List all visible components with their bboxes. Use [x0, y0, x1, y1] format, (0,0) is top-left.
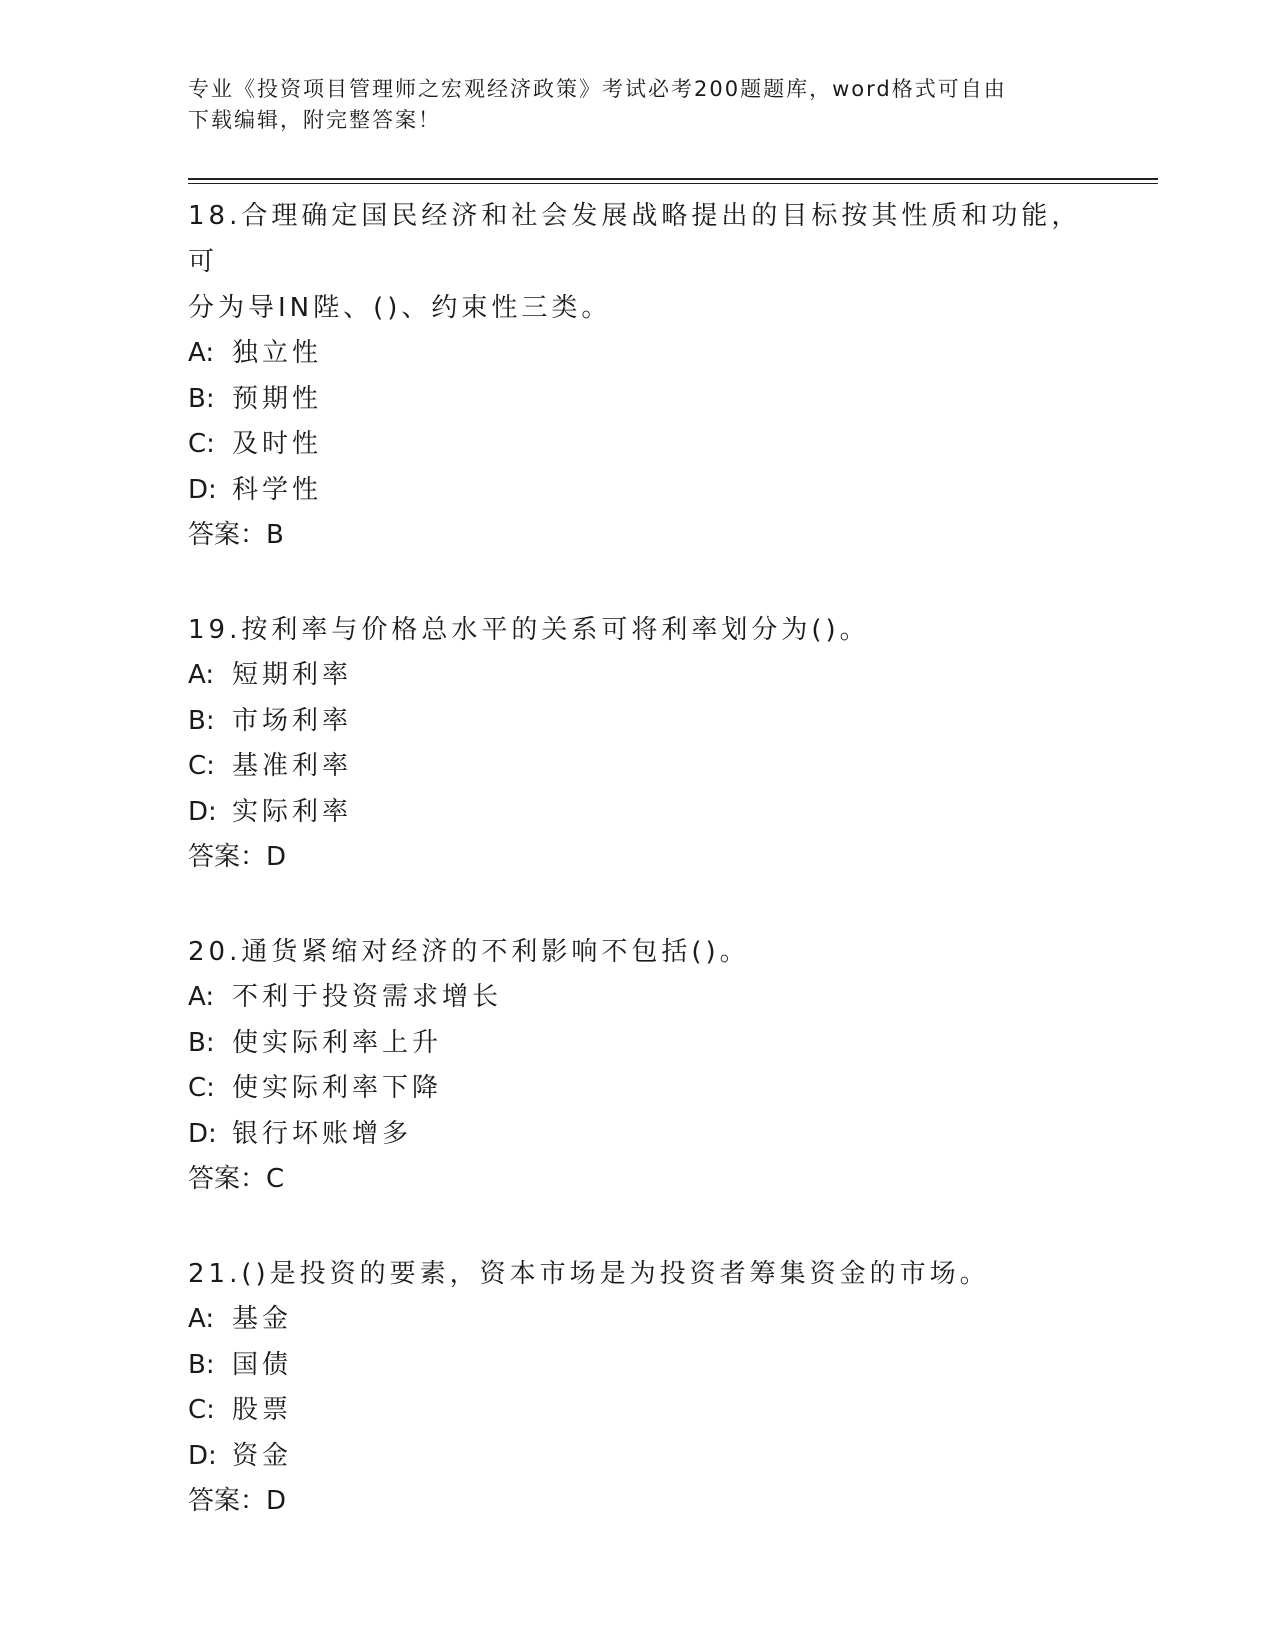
option-letter: A:	[188, 982, 215, 1012]
option-letter: B:	[188, 705, 215, 736]
option-a	[188, 331, 1088, 377]
option-letter: D:	[188, 1440, 217, 1471]
option-letter: C:	[188, 751, 215, 781]
option-d	[188, 1434, 1088, 1480]
question-19	[188, 607, 1088, 880]
option-a	[188, 1297, 1088, 1343]
header-divider-thick	[188, 178, 1158, 180]
option-text: 市场利率	[232, 705, 353, 736]
question-20	[188, 929, 1088, 1202]
option-d	[188, 468, 1088, 514]
option-d	[188, 1112, 1088, 1158]
header-line-2: 下载编辑，附完整答案！	[188, 108, 441, 132]
option-b	[188, 1343, 1088, 1389]
question-text-continued: 分为导IN陛、()、约束性三类。	[188, 293, 612, 323]
option-text: 独立性	[232, 338, 323, 368]
answer-line: 答案：C	[188, 1164, 285, 1194]
question-text: 19.按利率与价格总水平的关系可将利率划分为()。	[188, 615, 870, 645]
question-18	[188, 193, 1088, 558]
option-d	[188, 790, 1088, 836]
question-list	[188, 193, 1088, 1573]
answer-line: 答案：D	[188, 1486, 287, 1516]
header-divider-thin	[188, 183, 1158, 184]
question-text: 18.合理确定国民经济和社会发展战略提出的目标按其性质和功能，可	[188, 201, 1082, 277]
option-letter: A:	[188, 338, 215, 368]
option-letter: D:	[188, 796, 217, 827]
header-line-1: 专业《投资项目管理师之宏观经济政策》考试必考200题题库，word格式可自由	[188, 77, 1007, 101]
option-letter: D:	[188, 1118, 217, 1149]
option-text: 基准利率	[232, 751, 353, 781]
option-a	[188, 975, 1088, 1021]
option-text: 不利于投资需求增长	[232, 982, 503, 1012]
option-c	[188, 1388, 1088, 1434]
option-letter: D:	[188, 474, 217, 505]
option-a	[188, 653, 1088, 699]
option-c	[188, 1066, 1088, 1112]
option-letter: A:	[188, 660, 215, 690]
option-b	[188, 377, 1088, 423]
option-text: 股票	[232, 1395, 293, 1425]
option-letter: B:	[188, 1349, 215, 1380]
option-text: 基金	[232, 1304, 293, 1334]
option-text: 资金	[232, 1440, 293, 1471]
option-text: 科学性	[232, 474, 323, 505]
question-21	[188, 1251, 1088, 1524]
option-text: 预期性	[232, 383, 323, 414]
question-text: 21.()是投资的要素，资本市场是为投资者筹集资金的市场。	[188, 1259, 990, 1289]
option-c	[188, 744, 1088, 790]
option-letter: C:	[188, 1395, 215, 1425]
option-text: 使实际利率上升	[232, 1027, 443, 1058]
document-header	[188, 74, 1088, 136]
option-letter: C:	[188, 429, 215, 459]
option-text: 使实际利率下降	[232, 1073, 443, 1103]
answer-line: 答案：B	[188, 520, 284, 550]
option-text: 实际利率	[232, 796, 353, 827]
option-text: 国债	[232, 1349, 293, 1380]
option-text: 银行坏账增多	[232, 1118, 413, 1149]
option-letter: B:	[188, 1027, 215, 1058]
option-b	[188, 1021, 1088, 1067]
option-b	[188, 699, 1088, 745]
option-text: 短期利率	[232, 660, 353, 690]
option-c	[188, 422, 1088, 468]
option-letter: A:	[188, 1304, 215, 1334]
answer-line: 答案：D	[188, 842, 287, 872]
option-letter: B:	[188, 383, 215, 414]
option-text: 及时性	[232, 429, 323, 459]
option-letter: C:	[188, 1073, 215, 1103]
question-text: 20.通货紧缩对经济的不利影响不包括()。	[188, 937, 750, 967]
